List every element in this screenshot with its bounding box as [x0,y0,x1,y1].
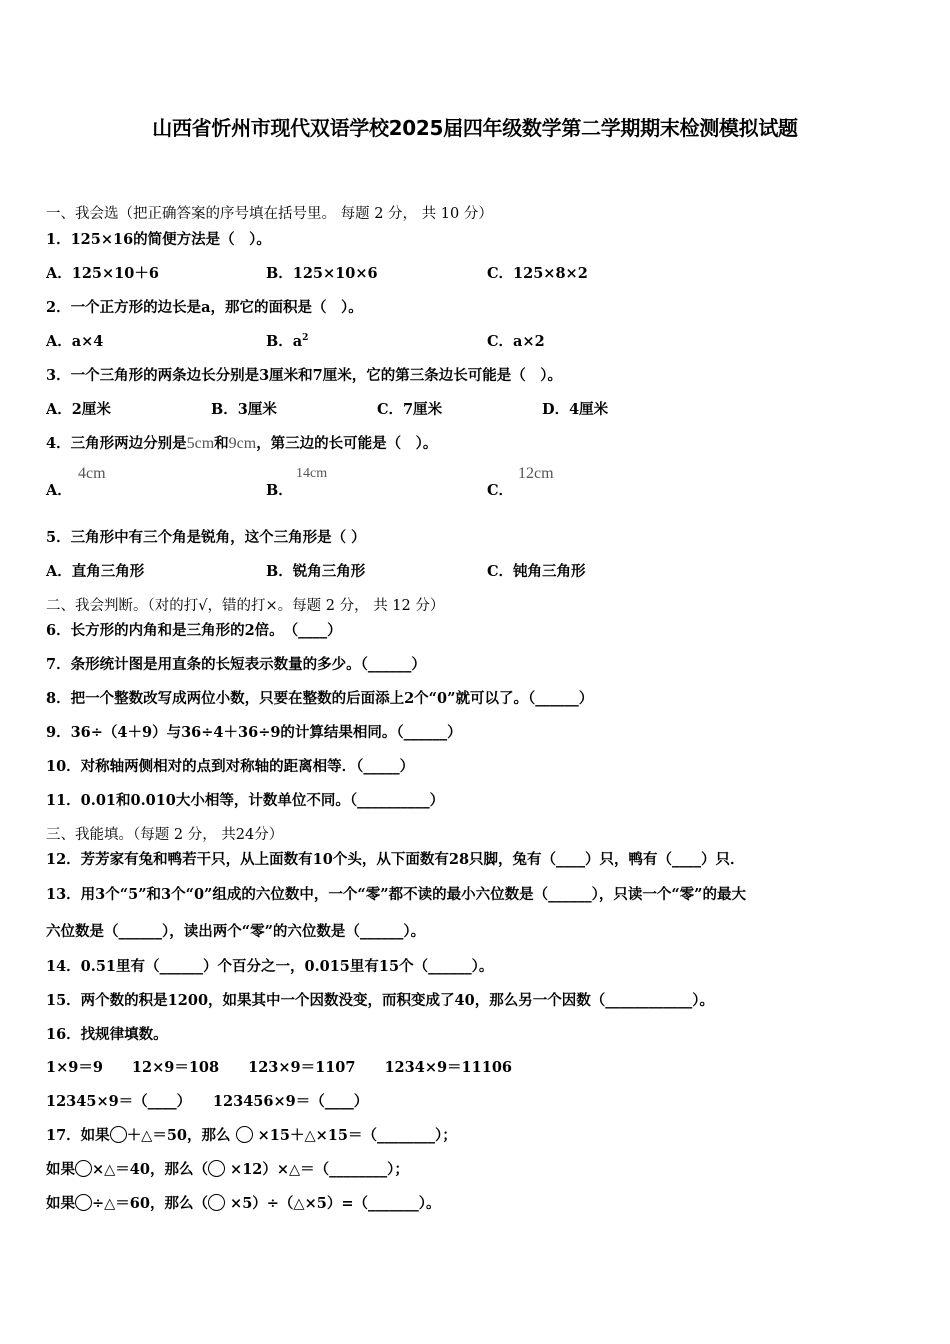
question-10: 10．对称轴两侧相对的点到对称轴的距离相等．（_____） [46,758,415,775]
circle-icon [208,1194,225,1211]
question-7: 7．条形统计图是用直条的长短表示数量的多少。（______） [46,656,426,673]
question-13-line-2: 六位数是（______），读出两个“零”的六位数是（______）。 [46,923,426,940]
q5-option-b: B．锐角三角形 [266,563,366,580]
q17-l2-pre: 如果 [46,1161,75,1178]
question-17-line-1 [46,1124,457,1145]
q3-option-d: D．4厘米 [542,401,609,418]
q17-l1-b: ×15＋△×15＝（________）； [257,1127,457,1144]
q4-option-c-value: 12cm [518,465,554,482]
circle-icon [208,1160,225,1177]
q17-l3-b: ×5）÷（△×5）=（_______）。 [230,1195,441,1212]
q4-text-post: ，第三边的长可能是（ ）。 [256,435,438,452]
question-13-line-1: 13．用3个“5”和3个“0”组成的六位数中，一个“零”都不读的最小六位数是（______），只读一个“零”的最大 [46,886,747,903]
question-14: 14．0.51里有（______）个百分之一，0.015里有15个（______）。 [46,958,494,975]
q3-option-c: C．7厘米 [377,401,443,418]
q17-l1-a: ＋△＝50，那么 [126,1127,231,1144]
q4-side-2: 9cm [228,435,257,452]
q1-option-c: C．125×8×2 [487,265,588,282]
question-5: 5．三角形中有三个角是锐角，这个三角形是（ ） [46,529,366,546]
q2-option-a: A．a×4 [46,333,104,350]
question-12: 12．芳芳家有兔和鸭若干只，从上面数有10个头，从下面数有28只脚，兔有（____）只，鸭有（____）只． [46,851,745,868]
circle-icon [75,1160,92,1177]
question-6: 6．长方形的内角和是三角形的2倍。 （____） [46,622,342,639]
circle-icon [75,1194,92,1211]
question-16-pattern: 1×9＝9 12×9＝108 123×9＝1107 1234×9＝11106 [46,1059,513,1076]
q17-l2-b: ×12）×△＝（________）； [230,1161,409,1178]
question-2: 2．一个正方形的边长是a，那它的面积是（ ）。 [46,299,363,316]
q17-l3-a: ÷△＝60，那么（ [92,1195,208,1212]
q17-l2-a: ×△＝40，那么（ [92,1161,208,1178]
q4-side-1: 5cm [186,435,215,452]
q4-text-mid: 和 [214,435,229,452]
q4-option-b: B． [266,482,293,499]
question-17-line-3 [46,1192,440,1213]
section-2-heading: 二、我会判断。（对的打√，错的打×。每题 2 分， 共 12 分） [46,598,445,614]
q3-option-b: B．3厘米 [211,401,277,418]
circle-icon [236,1126,253,1143]
question-17-line-2 [46,1158,409,1179]
page-title: 山西省忻州市现代双语学校2025届四年级数学第二学期期末检测模拟试题 [152,116,798,140]
question-16: 16．找规律填数。 [46,1026,168,1043]
question-3: 3．一个三角形的两条边长分别是3厘米和7厘米，它的第三条边长可能是（ ）。 [46,367,563,384]
q17-l1-pre: 17．如果 [46,1127,110,1144]
section-1-heading: 一、我会选（把正确答案的序号填在括号里。 每题 2 分， 共 10 分） [46,206,493,222]
q4-option-c: C． [487,482,514,499]
circle-icon [110,1126,127,1143]
section-3-heading: 三、我能填。（每题 2 分， 共24分） [46,827,284,843]
question-1: 1．125×16的简便方法是（ ）。 [46,231,271,248]
question-16-blanks: 12345×9＝（____） 123456×9＝（____） [46,1093,369,1110]
q4-text-pre: 4．三角形两边分别是 [46,435,187,452]
q4-option-a: A． [46,482,72,499]
q2-option-b [266,330,308,351]
q5-option-a: A．直角三角形 [46,563,145,580]
question-8: 8．把一个整数改写成两位小数，只要在整数的后面添上2个“0”就可以了。（______） [46,690,594,707]
q5-option-c: C．钝角三角形 [487,563,586,580]
q4-option-b-value: 14cm [296,466,328,481]
q17-l3-pre: 如果 [46,1195,75,1212]
question-15: 15．两个数的积是1200，如果其中一个因数没变，而积变成了40，那么另一个因数（____________）。 [46,992,714,1009]
q4-option-a-value: 4cm [78,465,106,482]
question-9: 9．36÷（4＋9）与36÷4＋36÷9的计算结果相同。（______） [46,724,462,741]
q2-option-b-exponent: 2 [302,333,309,344]
question-4 [46,432,437,453]
q2-option-c: C．a×2 [487,333,545,350]
q1-option-a: A．125×10＋6 [46,265,159,282]
q3-option-a: A．2厘米 [46,401,111,418]
q2-option-b-base: B．a [266,333,303,350]
question-11: 11．0.01和0.010大小相等，计数单位不同。（__________） [46,792,445,809]
q1-option-b: B．125×10×6 [266,265,378,282]
